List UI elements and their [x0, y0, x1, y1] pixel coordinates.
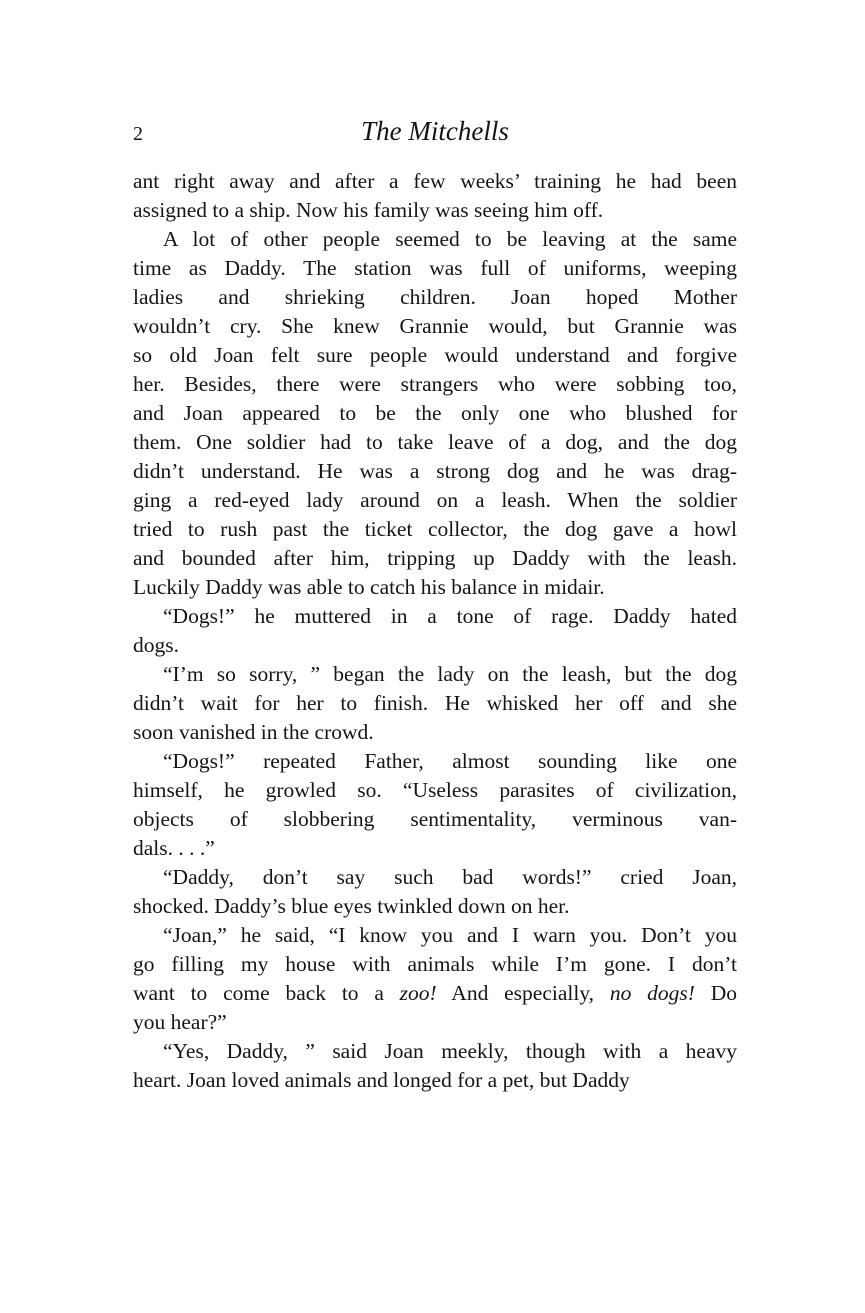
- text-line: want to come back to a zoo! And especially, no dogs! Do: [133, 981, 738, 1005]
- text-line: assigned to a ship. Now his family was seeing him off.: [133, 198, 604, 222]
- text-line: “Joan,” he said, “I know you and I warn you. Don’t you: [163, 923, 737, 947]
- text-line: “Dogs!” he muttered in a tone of rage. Daddy hated: [163, 604, 737, 628]
- text-line: and bounded after him, tripping up Daddy with the leash.: [133, 546, 737, 570]
- text-line: A lot of other people seemed to be leaving at the same: [163, 227, 737, 251]
- text-line: go filling my house with animals while I’m gone. I don’t: [133, 952, 737, 976]
- text-line: ging a red-eyed lady around on a leash. When the soldier: [133, 488, 737, 512]
- text-line: her. Besides, there were strangers who were sobbing too,: [133, 372, 737, 396]
- text-line: wouldn’t cry. She knew Grannie would, but Grannie was: [133, 314, 737, 338]
- text-line: didn’t understand. He was a strong dog and he was drag-: [133, 459, 737, 483]
- text-line: himself, he growled so. “Useless parasites of civilization,: [133, 778, 737, 802]
- page-body: [133, 167, 737, 1095]
- running-title: The Mitchells: [361, 116, 509, 146]
- paragraph: [133, 225, 737, 602]
- paragraph: [133, 863, 737, 921]
- text-line: tried to rush past the ticket collector, the dog gave a howl: [133, 517, 737, 541]
- text-line: heart. Joan loved animals and longed for a pet, but Daddy: [133, 1068, 630, 1092]
- paragraph: [133, 1037, 737, 1095]
- text-line: didn’t wait for her to finish. He whisked her off and she: [133, 691, 737, 715]
- text-line: so old Joan felt sure people would understand and forgive: [133, 343, 737, 367]
- paragraph: [133, 602, 737, 660]
- paragraph: [133, 167, 737, 225]
- text-line: time as Daddy. The station was full of uniforms, weeping: [133, 256, 737, 280]
- paragraph: [133, 921, 737, 1037]
- text-line: “Yes, Daddy, ” said Joan meekly, though with a heavy: [163, 1039, 737, 1063]
- text-line: and Joan appeared to be the only one who blushed for: [133, 401, 737, 425]
- page-number: 2: [133, 123, 144, 145]
- text-line: Luckily Daddy was able to catch his balance in midair.: [133, 575, 605, 599]
- text-line: “I’m so sorry, ” began the lady on the leash, but the dog: [163, 662, 737, 686]
- text-line: “Dogs!” repeated Father, almost sounding like one: [163, 749, 737, 773]
- paragraph: [133, 747, 737, 863]
- text-line: “Daddy, don’t say such bad words!” cried Joan,: [163, 865, 737, 889]
- text-line: dals. . . .”: [133, 836, 215, 860]
- text-line: soon vanished in the crowd.: [133, 720, 374, 744]
- text-line: ladies and shrieking children. Joan hoped Mother: [133, 285, 737, 309]
- text-line: them. One soldier had to take leave of a dog, and the dog: [133, 430, 737, 454]
- text-line: dogs.: [133, 633, 179, 657]
- page-header: [133, 116, 737, 152]
- text-line: shocked. Daddy’s blue eyes twinkled down on her.: [133, 894, 570, 918]
- text-line: ant right away and after a few weeks’ training he had been: [133, 169, 737, 193]
- text-line: you hear?”: [133, 1010, 227, 1034]
- paragraph: [133, 660, 737, 747]
- text-line: objects of slobbering sentimentality, verminous van-: [133, 807, 737, 831]
